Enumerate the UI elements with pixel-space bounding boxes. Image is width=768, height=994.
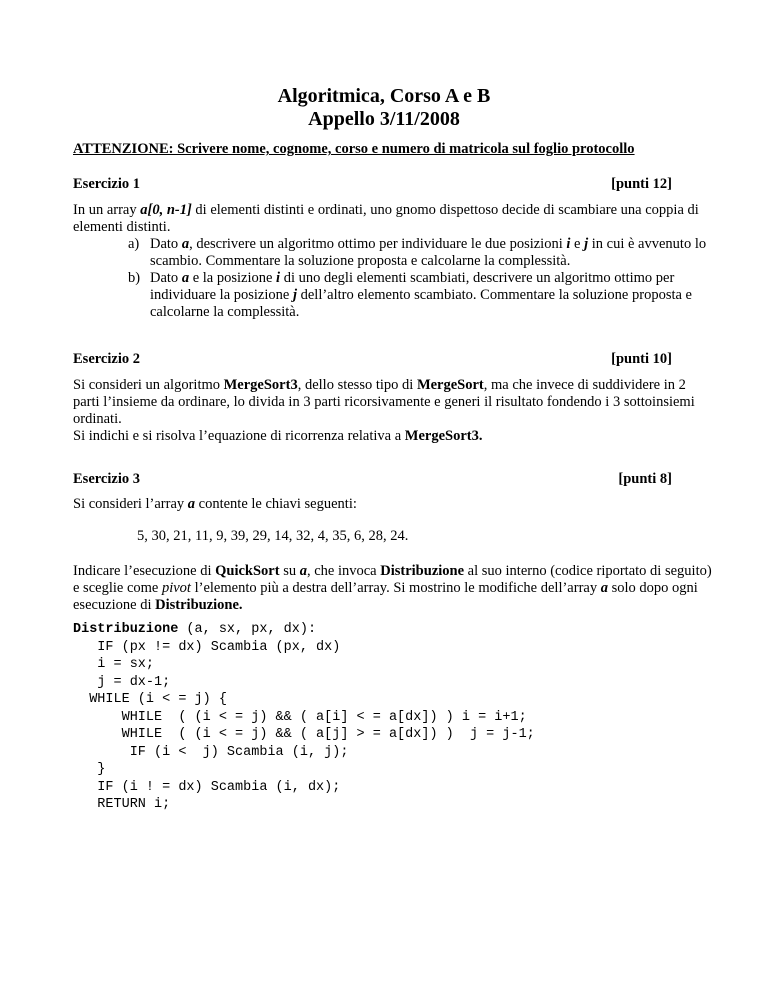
list-item-a: [128, 236, 708, 270]
text-segment: solo dopo ogni esecuzione di: [73, 580, 698, 613]
exercise-3-points: [punti 8]: [618, 471, 672, 487]
exercise-1-heading: Esercizio 1: [73, 176, 140, 192]
var-a: a: [299, 563, 307, 579]
text-segment: Dato: [150, 236, 182, 252]
code-line: IF (i < j) Scambia (i, j);: [73, 744, 349, 760]
text-segment: Si consideri l’array: [73, 496, 188, 512]
code-line: WHILE (i < = j) {: [73, 692, 227, 707]
algo-name: MergeSort: [416, 377, 484, 393]
var-a: a: [181, 270, 190, 286]
algo-name: Distribuzione.: [155, 597, 243, 613]
text-segment: dell’altro elemento scambiato. Commentare la soluzione proposta e calcolarne la complessità.: [150, 287, 692, 320]
text-segment: Indicare l’esecuzione di: [73, 563, 216, 579]
page-title: Algoritmica, Corso A e B: [277, 85, 491, 107]
text-segment: l’elemento più a destra dell’array. Si mostrino le modifiche dell’array: [190, 580, 601, 596]
code-block: [73, 621, 535, 814]
list-item-b: [128, 270, 708, 321]
var-i: i: [566, 236, 571, 252]
exam-date: Appello 3/11/2008: [308, 108, 460, 130]
code-line: RETURN i;: [73, 797, 171, 812]
var-i: i: [276, 270, 281, 286]
code-function-name: Distribuzione: [73, 622, 179, 637]
text-segment: su: [279, 563, 300, 579]
exercise-3-text: [73, 496, 713, 513]
text-segment: , ma che invece di suddividere in 2 parti l’insieme da ordinare, lo divida in 3 parti ricorsivamente e generi il risultato fondendo i 3 sottoinsiemi ordinati.: [73, 377, 695, 427]
algo-name: Distribuzione: [380, 563, 465, 579]
code-line: i = sx;: [73, 657, 155, 672]
algo-name: MergeSort3: [223, 377, 298, 393]
code-line: }: [73, 762, 106, 777]
exercise-3-question: [73, 563, 713, 614]
text-segment: , che invoca: [306, 563, 381, 579]
code-line: IF (px != dx) Scambia (px, dx): [73, 639, 341, 655]
list-label: b): [128, 270, 141, 286]
var-a: a: [187, 496, 196, 512]
text-segment: , dello stesso tipo di: [297, 377, 417, 393]
text-segment: , descrivere un algoritmo ottimo per individuare le due posizioni: [189, 236, 567, 252]
list-label: a): [128, 236, 140, 252]
code-line: WHILE ( (i < = j) && ( a[j] > = a[dx]) ) j = j-1;: [73, 727, 535, 742]
text-segment: e: [570, 236, 585, 252]
text-segment: di uno degli elementi scambiati, descrivere un algoritmo ottimo per individuare la posizione: [150, 270, 675, 303]
array-notation: a[0, n-1]: [140, 202, 192, 218]
keys-list: 5, 30, 21, 11, 9, 39, 29, 14, 32, 4, 35, 6, 28, 24.: [137, 528, 409, 544]
text-segment: contente le chiavi seguenti:: [195, 496, 357, 512]
code-line: j = dx-1;: [73, 674, 171, 690]
exercise-3-heading: Esercizio 3: [73, 471, 140, 487]
algo-name: QuickSort: [215, 563, 280, 579]
exercise-1-points: [punti 12]: [611, 176, 672, 192]
text-segment: Dato: [150, 270, 182, 286]
text-segment: di elementi distinti e ordinati, uno gnomo dispettoso decide di scambiare una coppia di elementi distinti.: [73, 202, 699, 235]
exercise-1-text: [73, 202, 713, 236]
text-segment: Si indichi e si risolva l’equazione di ricorrenza relativa a: [73, 428, 405, 444]
var-j: j: [584, 236, 589, 252]
text-segment: al suo interno (codice riportato di seguito) e sceglie come: [73, 563, 712, 596]
var-a: a: [600, 580, 608, 596]
code-line: IF (i ! = dx) Scambia (i, dx);: [73, 779, 341, 795]
algo-name: MergeSort3.: [404, 428, 483, 444]
warning-notice: ATTENZIONE: Scrivere nome, cognome, corso e numero di matricola sul foglio protocollo: [73, 141, 635, 157]
text-segment: In un array: [73, 202, 141, 218]
exercise-2-points: [punti 10]: [611, 351, 672, 367]
code-line: WHILE ( (i < = j) && ( a[i] < = a[dx]) ) i = i+1;: [73, 709, 527, 725]
exercise-2-heading: Esercizio 2: [73, 351, 140, 367]
var-a: a: [181, 236, 190, 252]
code-signature: (a, sx, px, dx):: [178, 622, 317, 637]
text-segment: e la posizione: [189, 270, 277, 286]
var-j: j: [292, 287, 297, 303]
text-segment: Si consideri un algoritmo: [73, 377, 224, 393]
text-segment: in cui è avvenuto lo scambio. Commentare la soluzione proposta e calcolarne la complessità.: [150, 236, 707, 269]
pivot-term: pivot: [161, 580, 191, 596]
exercise-1-list: [128, 236, 708, 321]
exercise-2-text: [73, 377, 713, 445]
